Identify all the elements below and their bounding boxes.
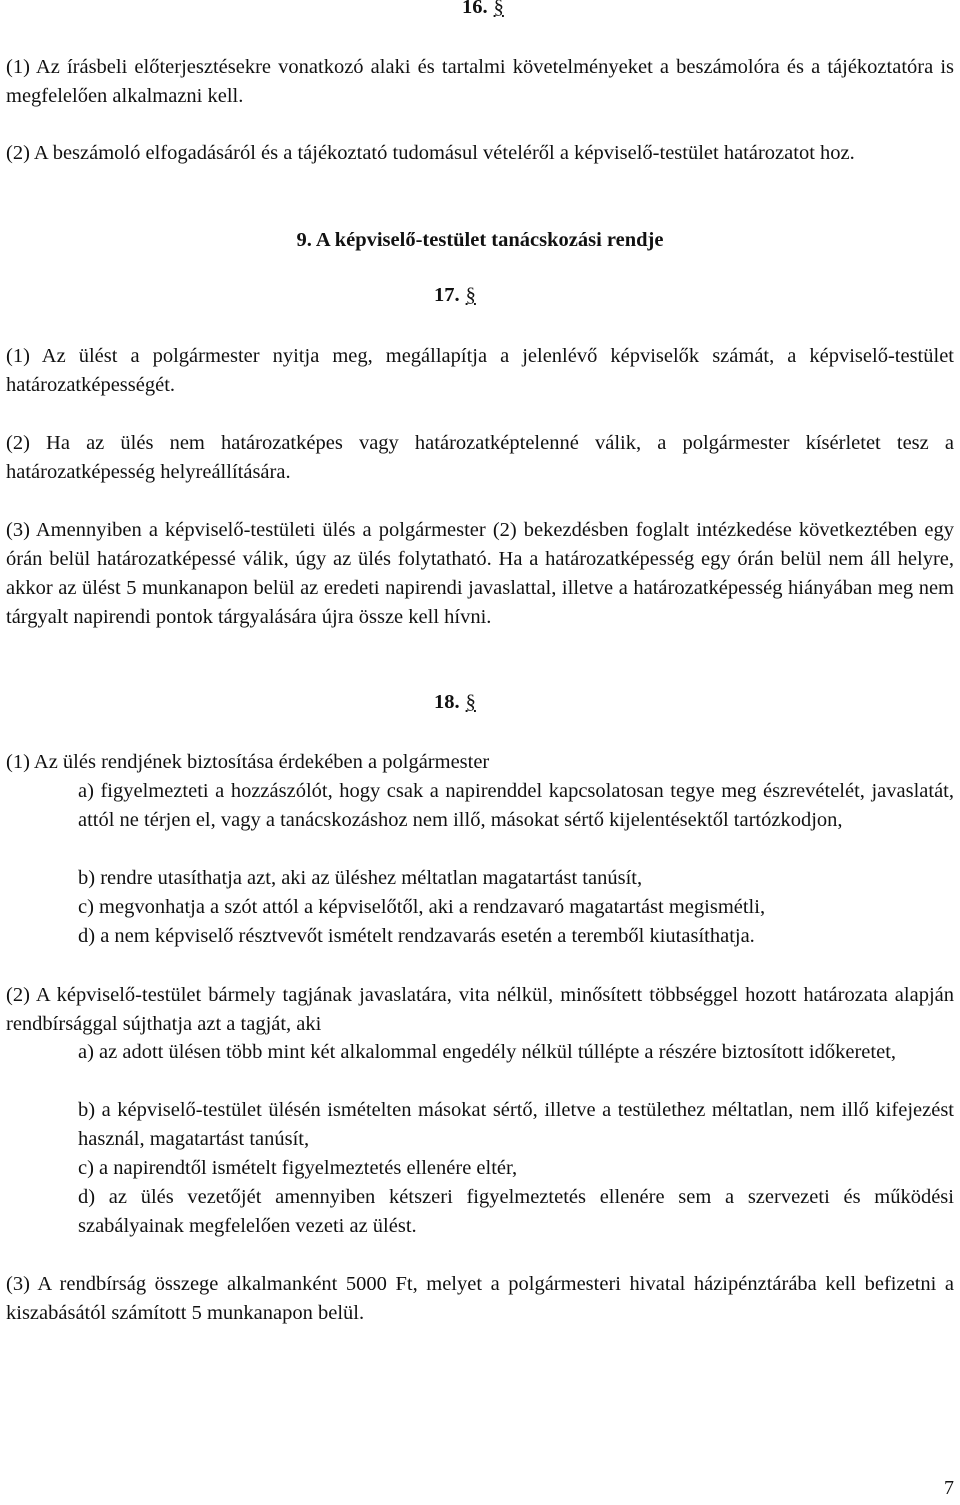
section-number: 16. bbox=[462, 0, 488, 18]
list-item: a) az adott ülésen több mint két alkalommal engedély nélkül túllépte a részére biztosított időkeretet, bbox=[78, 1041, 897, 1063]
list-item: c) a napirendtől ismételt figyelmeztetés ellenére eltér, bbox=[78, 1157, 518, 1179]
section-number: 18. bbox=[434, 691, 460, 713]
paragraph-16-1: (1) Az írásbeli előterjesztésekre vonatkozó alaki és tartalmi követelményeket a beszámolóra és a tájékoztatóra is megfelelően alkalmazni kell. bbox=[6, 56, 954, 107]
section-symbol: § bbox=[493, 0, 504, 18]
paragraph-17-1: (1) Az ülést a polgármester nyitja meg, megállapítja a jelenlévő képviselők számát, a képviselő-testület határozatképességét. bbox=[6, 345, 954, 396]
section-17-heading bbox=[434, 284, 476, 307]
list-item: d) az ülés vezetőjét amennyiben kétszeri figyelmeztetés ellenére sem a szervezeti és működési szabályainak megfelelően vezeti az ülést. bbox=[78, 1186, 954, 1237]
list-item: b) rendre utasíthatja azt, aki az üléshez méltatlan magatartást tanúsít, bbox=[78, 867, 643, 889]
paragraph-16-2: (2) A beszámoló elfogadásáról és a tájékoztató tudomásul vételéről a képviselő-testület határozatot hoz. bbox=[6, 142, 855, 164]
paragraph-18-1-intro: (1) Az ülés rendjének biztosítása érdekében a polgármester bbox=[6, 751, 490, 773]
section-number: 17. bbox=[434, 284, 460, 306]
paragraph-17-3: (3) Amennyiben a képviselő-testületi ülés a polgármester (2) bekezdésben foglalt intézkedése következtében egy órán belül határozatképessé válik, úgy az ülés folytatható. Ha a határozatképesség egy órán belül nem áll helyre, akkor az ülést 5 munkanapon belül az eredeti napirendi javaslattal, illetve a határozatképesség hiányában meg nem tárgyalt napirendi pontok tárgyalására újra össze kell hívni. bbox=[6, 519, 954, 628]
paragraph-18-2-intro: (2) A képviselő-testület bármely tagjának javaslatára, vita nélkül, minősített többséggel hozott határozata alapján rendbírsággal sújthatja azt a tagját, aki bbox=[6, 984, 954, 1035]
page-number: 7 bbox=[944, 1477, 954, 1499]
section-18-heading bbox=[434, 691, 476, 714]
section-16-heading bbox=[462, 0, 504, 19]
paragraph-18-3: (3) A rendbírság összege alkalmanként 5000 Ft, melyet a polgármesteri hivatal házipénztárába kell befizetni a kiszabásától számított 5 munkanapon belül. bbox=[6, 1273, 954, 1324]
chapter-title: 9. A képviselő-testület tanácskozási rendje bbox=[296, 229, 664, 251]
section-symbol: § bbox=[465, 284, 476, 306]
paragraph-17-2: (2) Ha az ülés nem határozatképes vagy határozatképtelenné válik, a polgármester kísérletet tesz a határozatképesség helyreállítására. bbox=[6, 432, 954, 483]
list-item: c) megvonhatja a szót attól a képviselőtől, aki a rendzavaró magatartást megismétli, bbox=[78, 896, 766, 918]
list-item: d) a nem képviselő résztvevőt ismételt rendzavarás esetén a teremből kiutasíthatja. bbox=[78, 925, 755, 947]
section-symbol: § bbox=[465, 691, 476, 713]
list-item: b) a képviselő-testület ülésén ismételten másokat sértő, illetve a testülethez méltatlan, nem illő kifejezést használ, magatartást tanúsít, bbox=[78, 1099, 954, 1150]
list-item: a) figyelmezteti a hozzászólót, hogy csak a napirenddel kapcsolatosan tegye meg észrevételét, javaslatát, attól ne térjen el, vagy a tanácskozáshoz nem illő, másokat sértő kijelentésektől tartózkodjon, bbox=[78, 780, 954, 831]
